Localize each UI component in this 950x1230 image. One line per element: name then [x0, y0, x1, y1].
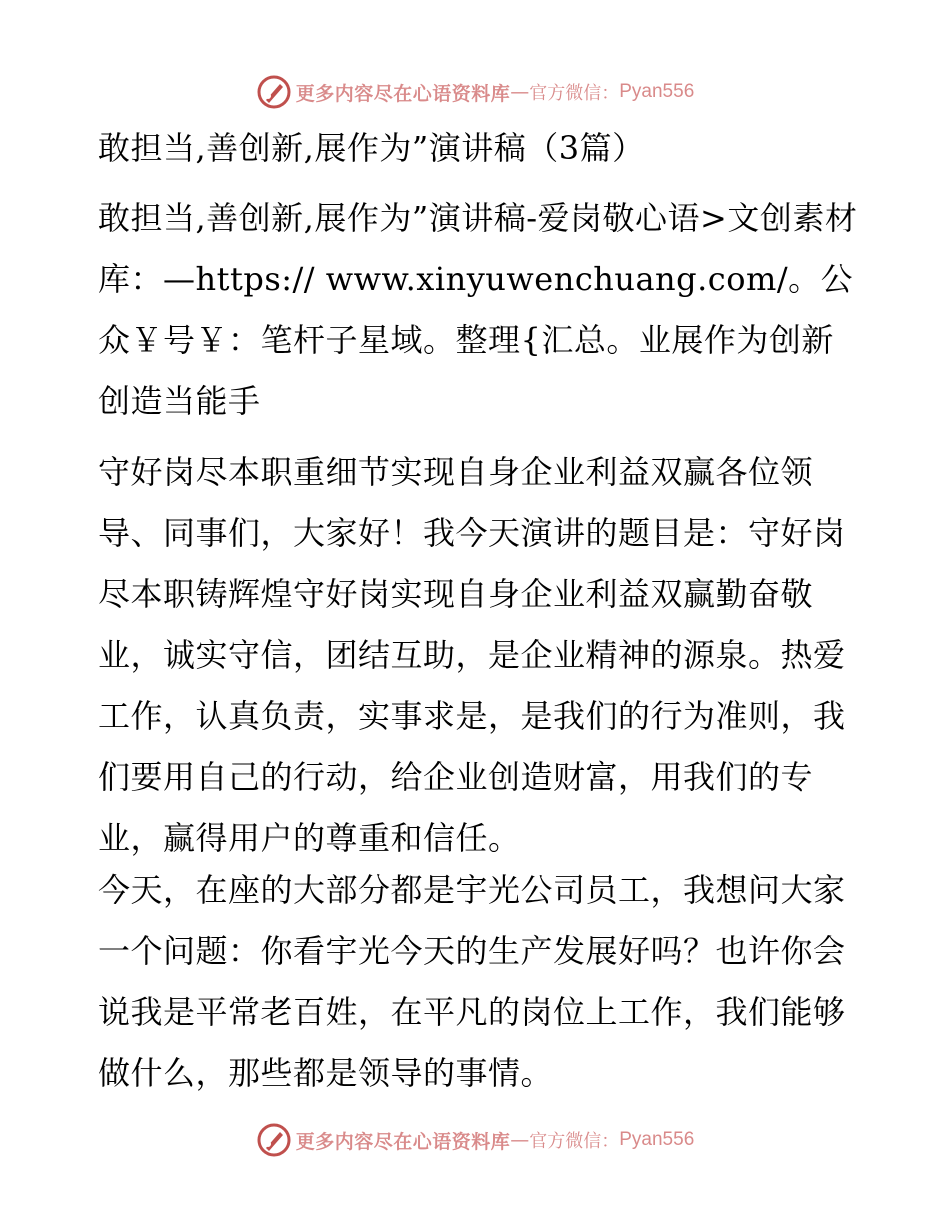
banner-dash: —: [510, 81, 530, 103]
banner-main-text: 更多内容尽在心语资料库: [295, 82, 511, 105]
header-watermark-banner: [0, 72, 950, 112]
banner-wechat-id: Pyan556: [619, 81, 695, 102]
banner-wechat-label: 官方微信：: [529, 1131, 620, 1152]
banner-wechat-label: 官方微信：: [529, 83, 620, 104]
banner-wechat-id: Pyan556: [619, 1129, 695, 1150]
paragraph-speech-opening: 守好岗尽本职重细节实现自身企业利益双赢各位领导、同事们，大家好！我今天演讲的题目是：守好岗尽本职铸辉煌守好岗实现自身企业利益双赢勤奋敬业，诚实守信，团结互助，是企业精神的源泉。热爱工作，认真负责，实事求是，是我们的行为准则，我们要用自己的行动，给企业创造财富，用我们的专业，赢得用户的尊重和信任。: [98, 453, 846, 857]
banner-dash: —: [510, 1129, 530, 1151]
paragraph-intro: 敢担当,善创新,展作为”演讲稿-爱岗敬心语>文创素材库：—https:// www.xinyuwenchuang.com/。公众￥号￥：笔杆子星域。整理{汇总。业展作为创新创造当能手: [98, 199, 858, 420]
banner-main-text: 更多内容尽在心语资料库: [295, 1130, 511, 1153]
footer-watermark-banner: [0, 1120, 950, 1160]
document-title: 敢担当,善创新,展作为”演讲稿（3篇）: [98, 129, 645, 167]
pen-seal-logo-icon: [256, 1122, 292, 1158]
paragraph-question: 今天，在座的大部分都是宇光公司员工，我想问大家一个问题：你看宇光今天的生产发展好吗？也许你会说我是平常老百姓，在平凡的岗位上工作，我们能够做什么，那些都是领导的事情。: [98, 871, 846, 1092]
pen-seal-logo-icon: [256, 74, 292, 110]
